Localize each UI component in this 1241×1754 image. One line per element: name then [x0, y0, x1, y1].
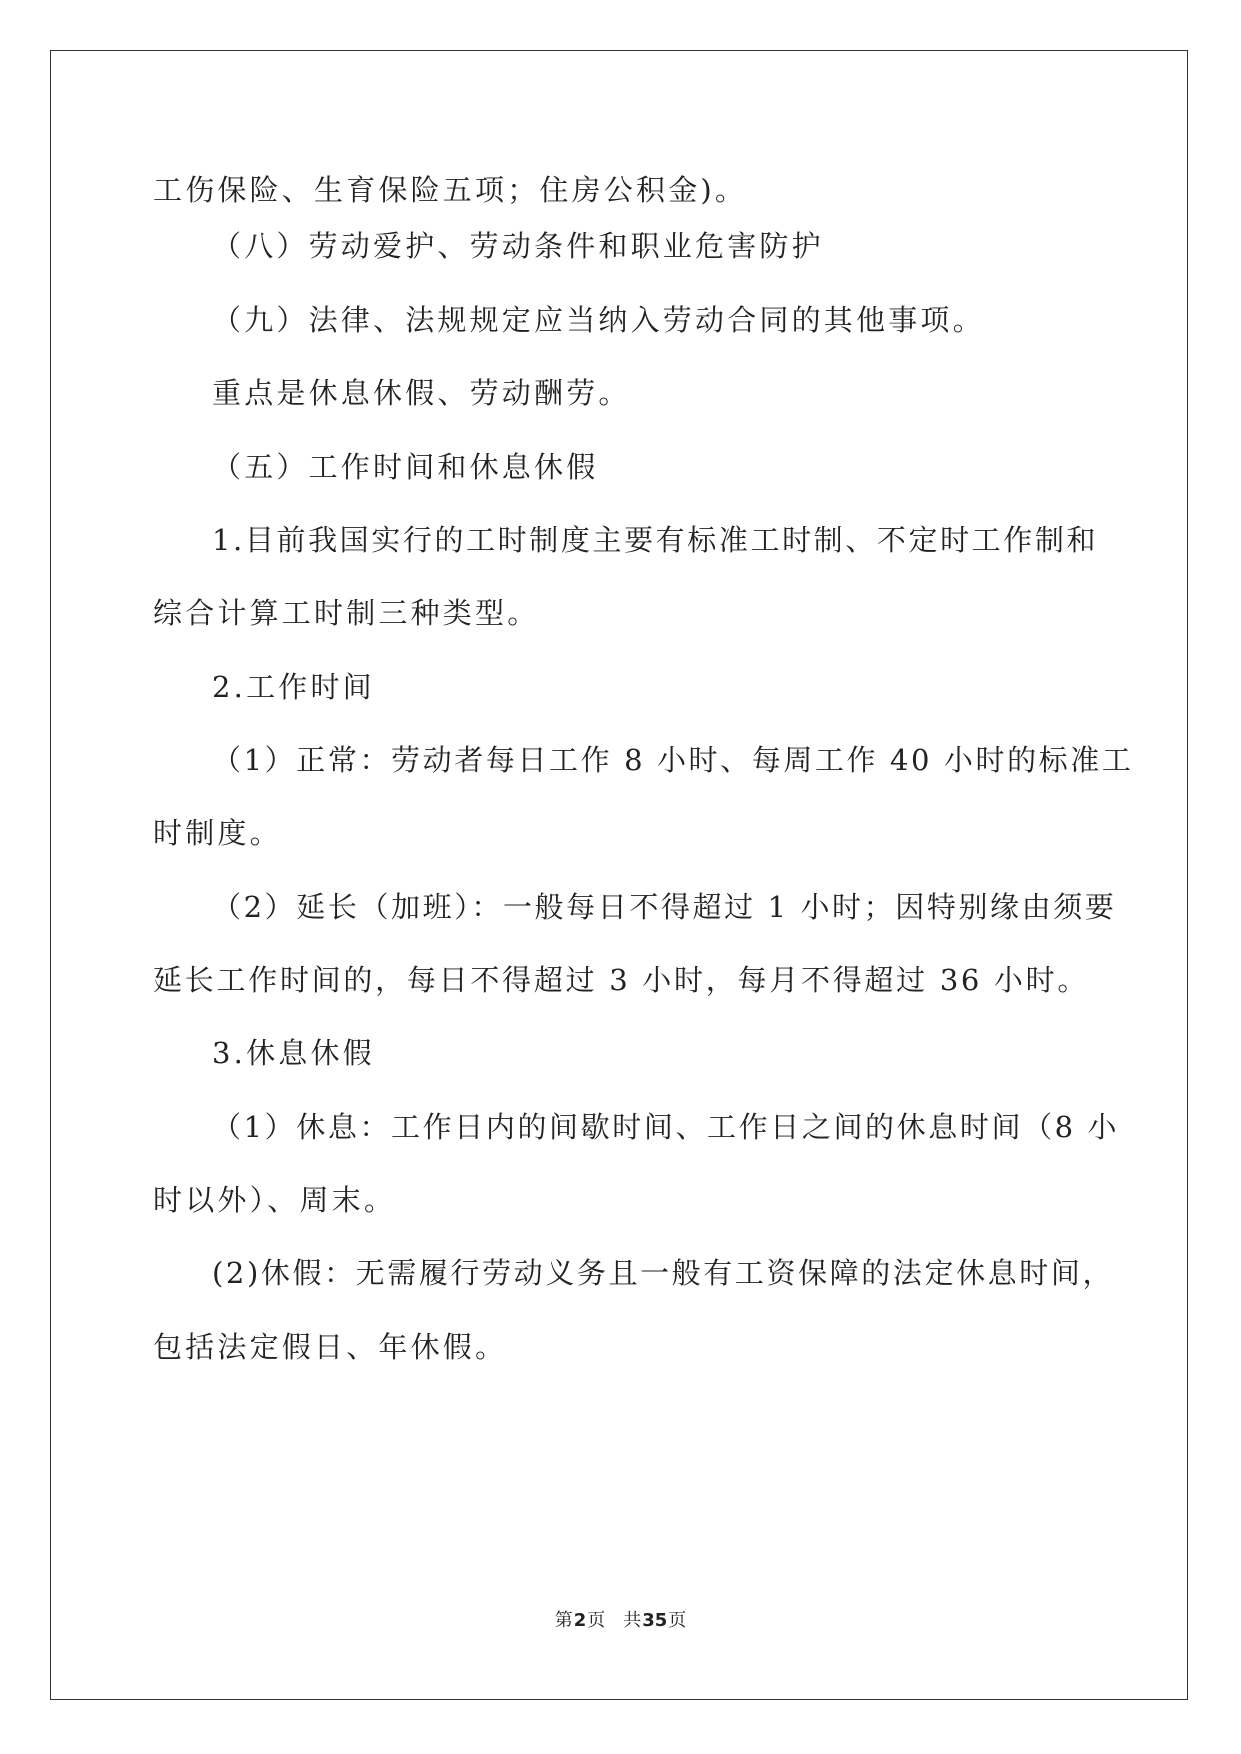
paragraph-line: （九）法律、法规规定应当纳入劳动合同的其他事项。 [212, 303, 985, 337]
paragraph-line: 工伤保险、生育保险五项；住房公积金)。 [153, 173, 748, 207]
section-heading: （五）工作时间和休息休假 [212, 450, 599, 484]
page-number: 2 [573, 1610, 587, 1631]
paragraph-line: 综合计算工时制三种类型。 [153, 596, 540, 630]
paragraph-line: （2）延长（加班）：一般每日不得超过 1 小时；因特别缘由须要 [212, 890, 1117, 924]
paragraph-line: 1.目前我国实行的工时制度主要有标准工时制、不定时工作制和 [212, 523, 1099, 557]
paragraph-line: 时以外）、周末。 [153, 1183, 397, 1217]
paragraph-line: （1）正常：劳动者每日工作 8 小时、每周工作 40 小时的标准工 [212, 743, 1134, 777]
page-prefix: 第 [554, 1610, 573, 1631]
total-pages: 35 [642, 1610, 668, 1631]
subsection-heading: 3.休息休假 [212, 1036, 375, 1070]
subsection-heading: 2.工作时间 [212, 670, 375, 704]
paragraph-line: 重点是休息休假、劳动酬劳。 [212, 376, 631, 410]
paragraph-line: （八）劳动爱护、劳动条件和职业危害防护 [212, 229, 824, 263]
paragraph-line: （1）休息：工作日内的间歇时间、工作日之间的休息时间（8 小 [212, 1110, 1120, 1144]
total-suffix: 页 [668, 1610, 687, 1631]
paragraph-line: 时制度。 [153, 816, 282, 850]
paragraph-line: (2)休假：无需履行劳动义务且一般有工资保障的法定休息时间， [212, 1256, 1115, 1290]
total-prefix: 共 [623, 1610, 642, 1631]
page-suffix: 页 [587, 1610, 606, 1631]
page-border [50, 50, 1188, 1700]
page-footer [0, 1608, 1241, 1634]
paragraph-line: 包括法定假日、年休假。 [153, 1330, 508, 1364]
paragraph-line: 延长工作时间的，每日不得超过 3 小时，每月不得超过 36 小时。 [153, 963, 1089, 997]
